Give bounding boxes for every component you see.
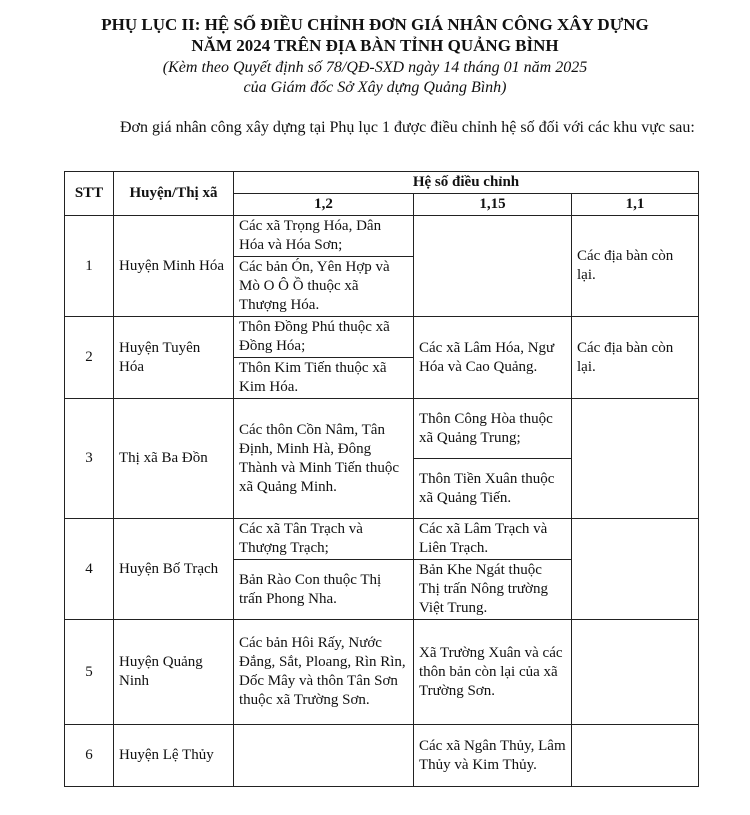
cell-stt: 1 bbox=[65, 216, 114, 317]
cell-coef-1-2: Các bản Hôi Rấy, Nước Đắng, Sắt, Ploang, Rìn Rìn, Dốc Mây và thôn Tân Sơn thuộc xã Trường Sơn. bbox=[234, 620, 414, 725]
table-row bbox=[65, 620, 699, 725]
header-district: Huyện/Thị xã bbox=[114, 172, 234, 216]
cell-district: Huyện Minh Hóa bbox=[114, 216, 234, 317]
cell-coef-1-2: Các xã Tân Trạch và Thượng Trạch; bbox=[234, 519, 414, 560]
cell-coef-1-1: Các địa bàn còn lại. bbox=[572, 317, 699, 399]
cell-coef-1-1 bbox=[572, 519, 699, 620]
cell-stt: 5 bbox=[65, 620, 114, 725]
cell-coef-1-15: Bản Khe Ngát thuộc Thị trấn Nông trường Việt Trung. bbox=[414, 560, 572, 620]
document-title bbox=[40, 14, 710, 56]
cell-coef-1-15: Thôn Tiền Xuân thuộc xã Quảng Tiến. bbox=[414, 459, 572, 519]
cell-coef-1-1 bbox=[572, 725, 699, 787]
cell-stt: 2 bbox=[65, 317, 114, 399]
cell-coef-1-15: Các xã Lâm Trạch và Liên Trạch. bbox=[414, 519, 572, 560]
header-coefficient-group: Hệ số điều chỉnh bbox=[234, 172, 699, 194]
cell-coef-1-2: Các xã Trọng Hóa, Dân Hóa và Hóa Sơn; bbox=[234, 216, 414, 257]
cell-coef-1-2: Thôn Đồng Phú thuộc xã Đồng Hóa; bbox=[234, 317, 414, 358]
cell-coef-1-1 bbox=[572, 399, 699, 519]
document-subtitle bbox=[40, 58, 710, 98]
table-row bbox=[65, 216, 699, 257]
cell-coef-1-15: Các xã Lâm Hóa, Ngư Hóa và Cao Quảng. bbox=[414, 317, 572, 399]
cell-coef-1-2: Các thôn Cồn Nâm, Tân Định, Minh Hà, Đông Thành và Minh Tiến thuộc xã Quảng Minh. bbox=[234, 399, 414, 519]
cell-coef-1-2: Các bản Ón, Yên Hợp và Mò O Ô Ồ thuộc xã Thượng Hóa. bbox=[234, 257, 414, 317]
cell-coef-1-15: Các xã Ngân Thủy, Lâm Thủy và Kim Thủy. bbox=[414, 725, 572, 787]
cell-coef-1-1: Các địa bàn còn lại. bbox=[572, 216, 699, 317]
cell-stt: 4 bbox=[65, 519, 114, 620]
cell-coef-1-2 bbox=[234, 725, 414, 787]
table-row bbox=[65, 519, 699, 560]
cell-stt: 3 bbox=[65, 399, 114, 519]
header-coef-1-2: 1,2 bbox=[234, 194, 414, 216]
cell-coef-1-1 bbox=[572, 620, 699, 725]
cell-district: Huyện Tuyên Hóa bbox=[114, 317, 234, 399]
intro-paragraph: Đơn giá nhân công xây dựng tại Phụ lục 1 được điều chỉnh hệ số đối với các khu vực sau: bbox=[120, 119, 695, 136]
cell-stt: 6 bbox=[65, 725, 114, 787]
table-row bbox=[65, 317, 699, 358]
cell-district: Thị xã Ba Đồn bbox=[114, 399, 234, 519]
header-stt: STT bbox=[65, 172, 114, 216]
cell-district: Huyện Bố Trạch bbox=[114, 519, 234, 620]
cell-district: Huyện Quảng Ninh bbox=[114, 620, 234, 725]
header-coef-1-15: 1,15 bbox=[414, 194, 572, 216]
coefficient-table bbox=[64, 171, 699, 787]
title-line-2: NĂM 2024 TRÊN ĐỊA BÀN TỈNH QUẢNG BÌNH bbox=[191, 36, 559, 55]
cell-coef-1-15: Thôn Công Hòa thuộc xã Quảng Trung; bbox=[414, 399, 572, 459]
cell-coef-1-2: Bản Rào Con thuộc Thị trấn Phong Nha. bbox=[234, 560, 414, 620]
table-row bbox=[65, 725, 699, 787]
table-row bbox=[65, 399, 699, 459]
subtitle-line-2: của Giám đốc Sở Xây dựng Quảng Bình) bbox=[243, 79, 507, 96]
title-line-1: PHỤ LỤC II: HỆ SỐ ĐIỀU CHỈNH ĐƠN GIÁ NHÂN CÔNG XÂY DỰNG bbox=[101, 15, 649, 34]
cell-coef-1-15 bbox=[414, 216, 572, 317]
cell-coef-1-15: Xã Trường Xuân và các thôn bản còn lại của xã Trường Sơn. bbox=[414, 620, 572, 725]
subtitle-line-1: (Kèm theo Quyết định số 78/QĐ-SXD ngày 14 tháng 01 năm 2025 bbox=[162, 59, 588, 76]
header-coef-1-1: 1,1 bbox=[572, 194, 699, 216]
cell-coef-1-2: Thôn Kim Tiến thuộc xã Kim Hóa. bbox=[234, 358, 414, 399]
cell-district: Huyện Lệ Thủy bbox=[114, 725, 234, 787]
